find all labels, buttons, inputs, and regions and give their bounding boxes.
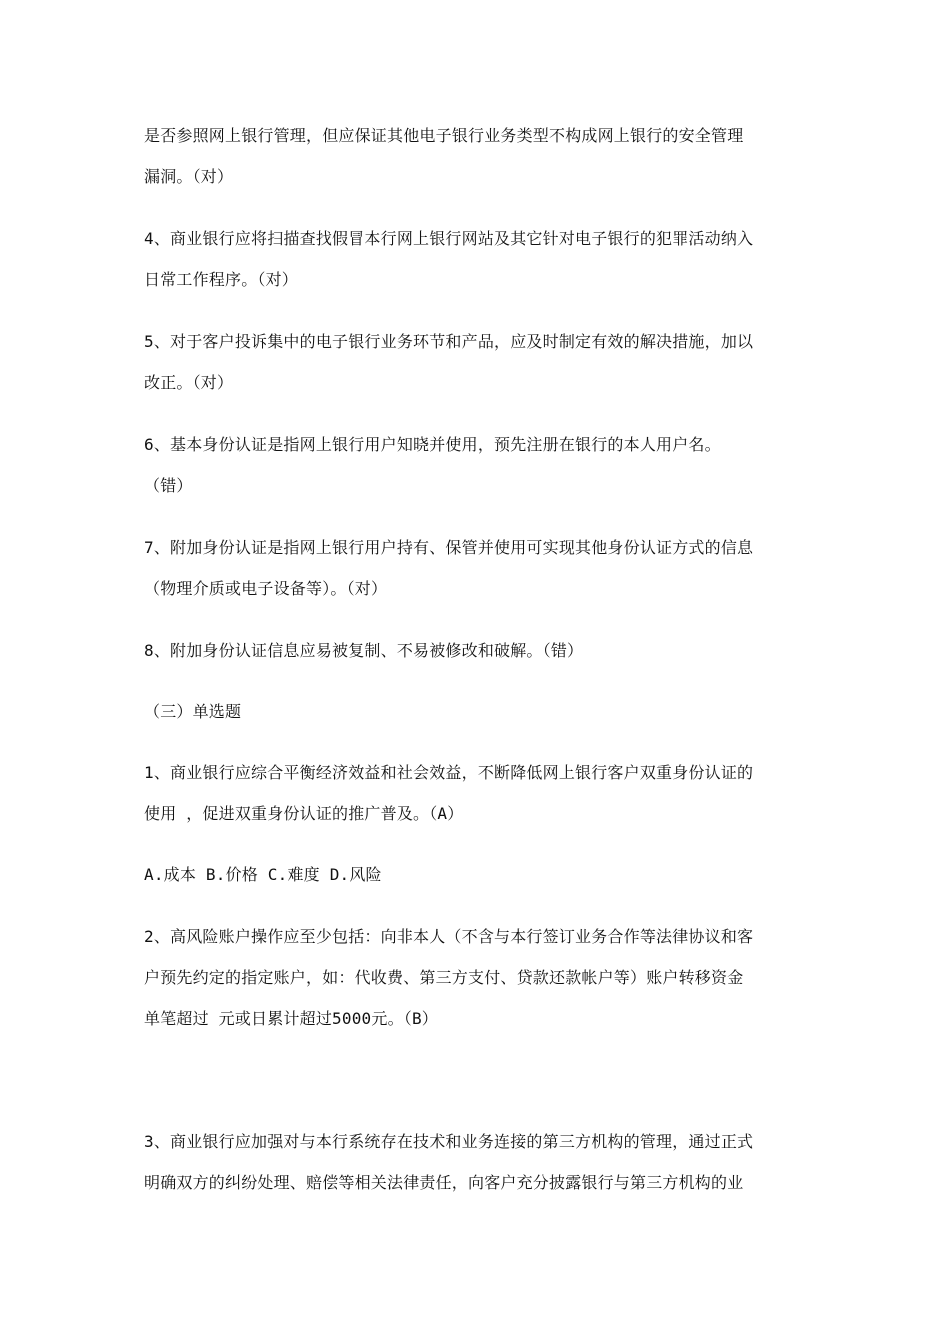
- text-line: 日常工作程序。（对）: [144, 270, 299, 289]
- text-line: 8、附加身份认证信息应易被复制、不易被修改和破解。（错）: [144, 641, 584, 660]
- text-line: 3、商业银行应加强对与本行系统存在技术和业务连接的第三方机构的管理，通过正式: [144, 1132, 754, 1151]
- text-line: 4、商业银行应将扫描查找假冒本行网上银行网站及其它针对电子银行的犯罪活动纳入: [144, 229, 754, 248]
- text-line: 使用 ，促进双重身份认证的推广普及。（A）: [144, 804, 464, 823]
- text-line: 户预先约定的指定账户，如：代收费、第三方支付、贷款还款帐户等）账户转移资金: [144, 968, 744, 987]
- text-line: 明确双方的纠纷处理、赔偿等相关法律责任，向客户充分披露银行与第三方机构的业: [144, 1173, 744, 1192]
- text-line: 7、附加身份认证是指网上银行用户持有、保管并使用可实现其他身份认证方式的信息: [144, 538, 754, 557]
- text-line: 单笔超过 元或日累计超过5000元。（B）: [144, 1009, 438, 1028]
- text-line: 2、高风险账户操作应至少包括：向非本人（不含与本行签订业务合作等法律协议和客: [144, 927, 754, 946]
- text-line: 5、对于客户投诉集中的电子银行业务环节和产品，应及时制定有效的解决措施，加以: [144, 332, 754, 351]
- text-line: 改正。（对）: [144, 373, 234, 392]
- text-line: 1、商业银行应综合平衡经济效益和社会效益，不断降低网上银行客户双重身份认证的: [144, 763, 754, 782]
- text-line: （错）: [144, 476, 193, 495]
- text-line: 是否参照网上银行管理，但应保证其他电子银行业务类型不构成网上银行的安全管理: [144, 126, 744, 145]
- answer-options: A.成本 B.价格 C.难度 D.风险: [144, 865, 382, 884]
- text-line: 漏洞。（对）: [144, 167, 234, 186]
- text-line: 6、基本身份认证是指网上银行用户知晓并使用，预先注册在银行的本人用户名。: [144, 435, 721, 454]
- section-heading: （三）单选题: [144, 702, 242, 721]
- text-line: （物理介质或电子设备等）。（对）: [144, 579, 388, 598]
